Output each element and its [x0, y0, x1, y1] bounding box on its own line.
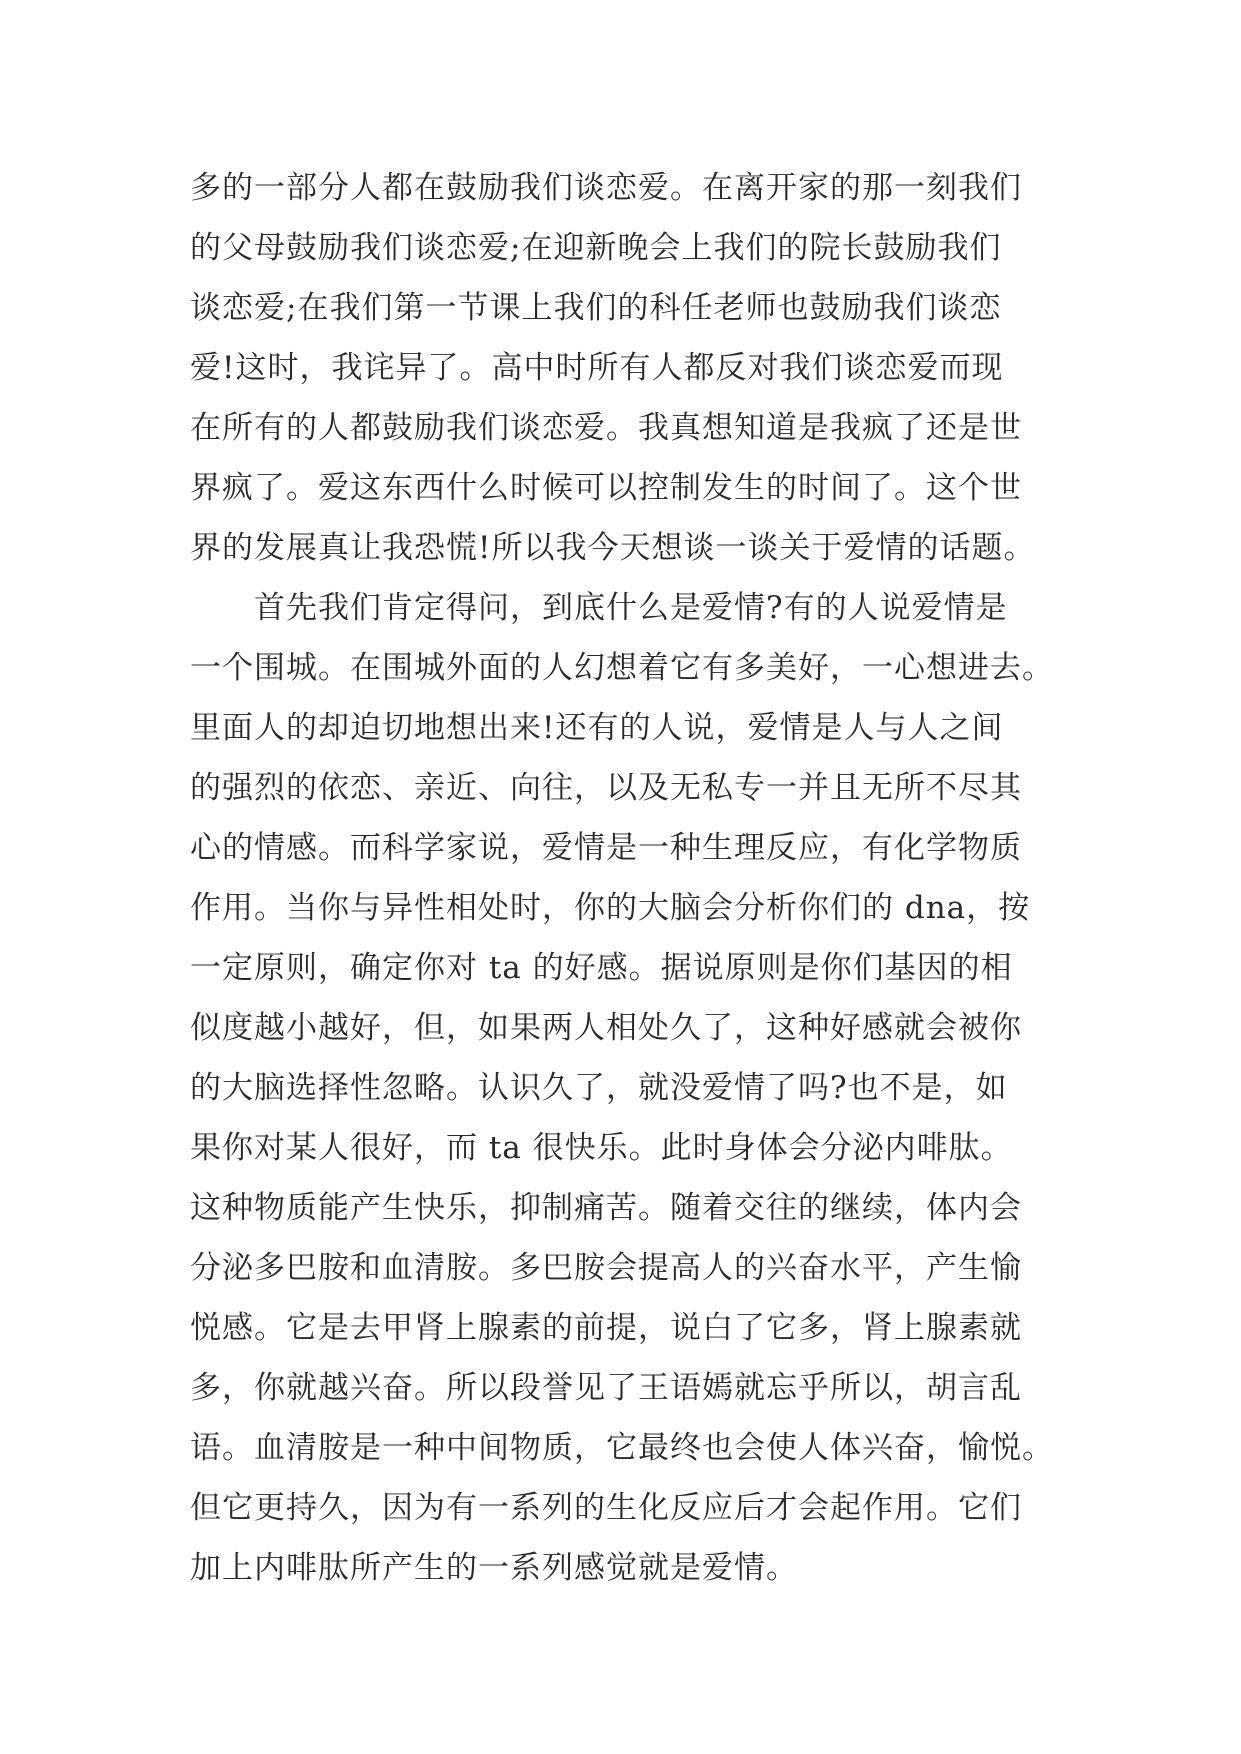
text-line: 心的情感。而科学家说，爱情是一种生理反应，有化学物质 — [190, 830, 1022, 866]
text-line: 多，你就越兴奋。所以段誉见了王语嫣就忘乎所以，胡言乱 — [190, 1370, 1022, 1406]
text-line: 作用。当你与异性相处时，你的大脑会分析你们的 dna，按 — [190, 890, 1031, 926]
text-line: 的父母鼓励我们谈恋爱;在迎新晚会上我们的院长鼓励我们 — [190, 230, 1002, 266]
text-line: 的强烈的依恋、亲近、向往，以及无私专一并且无所不尽其 — [190, 770, 1022, 806]
text-line: 谈恋爱;在我们第一节课上我们的科任老师也鼓励我们谈恋 — [190, 290, 1002, 326]
text-line: 一个围城。在围城外面的人幻想着它有多美好，一心想进去。 — [190, 650, 1054, 686]
text-line: 加上内啡肽所产生的一系列感觉就是爱情。 — [190, 1550, 798, 1586]
text-line: 语。血清胺是一种中间物质，它最终也会使人体兴奋，愉悦。 — [190, 1430, 1054, 1466]
text-line: 似度越小越好，但，如果两人相处久了，这种好感就会被你 — [190, 1010, 1022, 1046]
text-line: 一定原则，确定你对 ta 的好感。据说原则是你们基因的相 — [190, 950, 1013, 986]
text-line: 分泌多巴胺和血清胺。多巴胺会提高人的兴奋水平，产生愉 — [190, 1250, 1022, 1286]
text-line: 多的一部分人都在鼓励我们谈恋爱。在离开家的那一刻我们 — [190, 170, 1022, 206]
text-line: 里面人的却迫切地想出来!还有的人说，爱情是人与人之间 — [190, 710, 1004, 746]
text-line: 的大脑选择性忽略。认识久了，就没爱情了吗?也不是，如 — [190, 1070, 1008, 1106]
text-line: 界疯了。爱这东西什么时候可以控制发生的时间了。这个世 — [190, 470, 1022, 506]
body-text — [190, 158, 1080, 1598]
text-line: 界的发展真让我恐慌!所以我今天想谈一谈关于爱情的话题。 — [190, 530, 1036, 566]
text-line: 悦感。它是去甲肾上腺素的前提，说白了它多，肾上腺素就 — [190, 1310, 1022, 1346]
text-line: 这种物质能产生快乐，抑制痛苦。随着交往的继续，体内会 — [190, 1190, 1022, 1226]
paragraph-start-line: 首先我们肯定得问，到底什么是爱情?有的人说爱情是 — [190, 590, 1008, 626]
text-line: 在所有的人都鼓励我们谈恋爱。我真想知道是我疯了还是世 — [190, 410, 1022, 446]
text-line: 但它更持久，因为有一系列的生化反应后才会起作用。它们 — [190, 1490, 1022, 1526]
text-line: 爱!这时，我诧异了。高中时所有人都反对我们谈恋爱而现 — [190, 350, 1004, 386]
text-line: 果你对某人很好，而 ta 很快乐。此时身体会分泌内啡肽。 — [190, 1130, 1013, 1166]
